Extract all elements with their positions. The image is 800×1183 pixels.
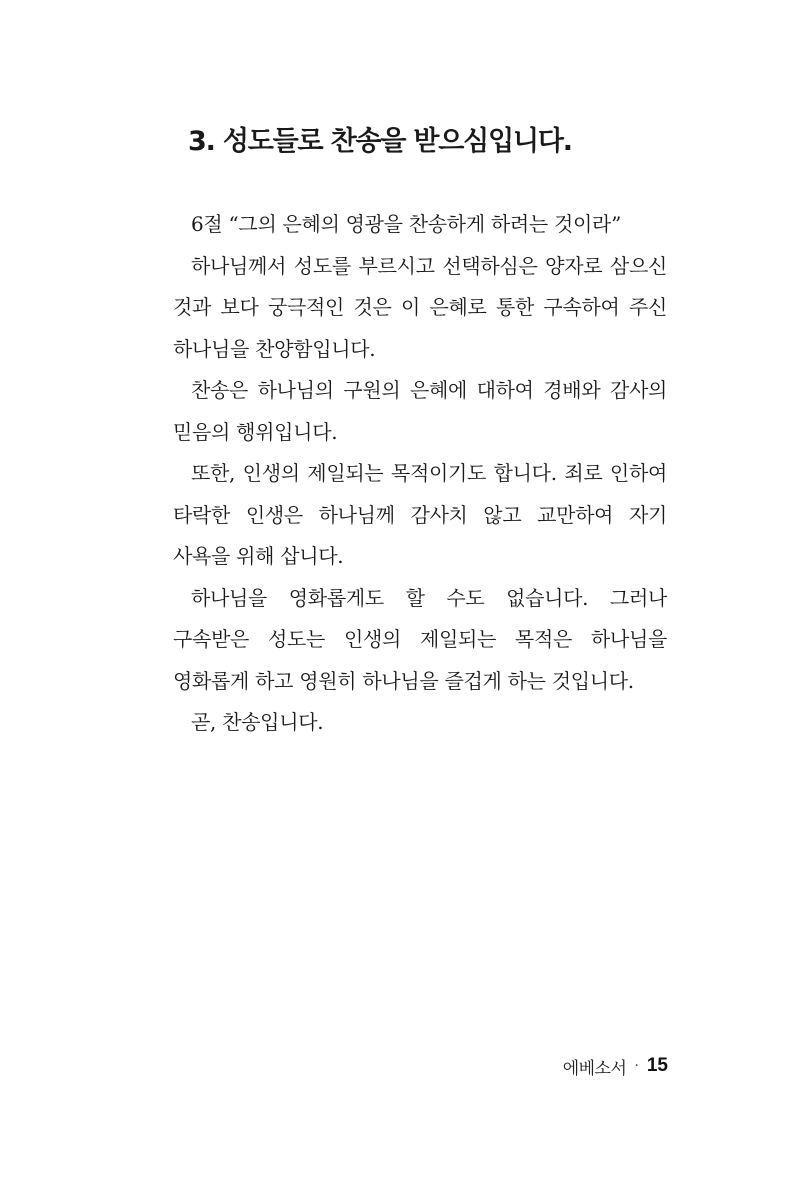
paragraph: 하나님께서 성도를 부르시고 선택하심은 양자로 삼으신 것과 보다 궁극적인 것은 이 은혜로 통한 구속하여 주신 하나님을 찬양함입니다. [173,253,667,361]
section-heading: 3. 성도들로 찬송을 받으심입니다. [188,126,572,157]
page-footer [563,1051,668,1081]
paragraph: 곧, 찬송입니다. [191,710,324,734]
paragraph-verse: 6절 “그의 은혜의 영광을 찬송하게 하려는 것이라” [191,212,621,236]
paragraph: 찬송은 하나님의 구원의 은혜에 대하여 경배와 감사의 믿음의 행위입니다. [173,378,667,444]
footer-separator: · [634,1058,639,1074]
body-text [173,204,667,744]
paragraph: 또한, 인생의 제일되는 목적이기도 합니다. 죄로 인하여 타락한 인생은 하나님께 감사치 않고 교만하여 자기 사욕을 위해 삽니다. [173,461,667,568]
page-number: 15 [646,1055,668,1076]
paragraph: 하나님을 영화롭게도 할 수도 없습니다. 그러나 구속받은 성도는 인생의 제일되는 목적은 하나님을 영화롭게 하고 영원히 하나님을 즐겁게 하는 것입니다. [173,585,667,693]
running-title: 에베소서 [562,1058,627,1079]
